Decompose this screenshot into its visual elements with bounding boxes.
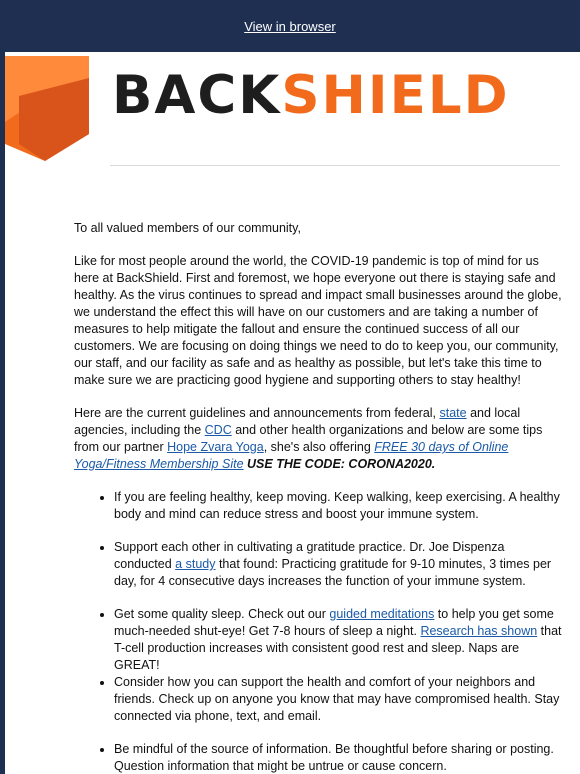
cdc-link[interactable]: CDC [204,423,232,437]
guidelines-text: , she's also offering [263,440,375,454]
research-link[interactable]: Research has shown [420,624,538,638]
hope-zvara-yoga-link[interactable]: Hope Zvara Yoga [167,440,264,454]
shield-icon [5,52,89,162]
letter-content [74,220,564,774]
brand-wordmark [112,65,510,126]
state-link[interactable]: state [439,406,467,420]
list-item-text: Support each other in cultivating a gratitude practice. Dr. Joe Dispenza conducted [114,540,505,571]
email-body [5,52,580,774]
wordmark-back: BACK [112,65,282,126]
list-item-text: Get some quality sleep. Check out our [114,607,330,621]
list-item: • Be mindful of the source of information. Be thoughtful before sharing or posting. Question information that might be untrue or cause concern. [114,741,564,774]
list-item-text: to help you get some much-needed shut-eye! Get 7-8 hours of sleep a night. [114,607,554,638]
logo[interactable] [5,52,580,164]
list-item: • If you are feeling healthy, keep moving. Keep walking, keep exercising. A healthy body and mind can reduce stress and boost your immune system. [114,489,564,523]
guidelines-text: and local agencies, including the [74,406,521,437]
free-membership-link[interactable]: FREE 30 days of Online Yoga/Fitness Membership Site [74,440,509,471]
guidelines-paragraph [74,405,564,473]
intro-paragraph: Like for most people around the world, the COVID-19 pandemic is top of mind for us here at BackShield. First and foremost, we hope everyone out there is staying safe and healthy. As the virus continues to spread and impact small businesses around the globe, we understand the effect this will have on our customers and are taking a number of measures to help mitigate the fallout and ensure the continued success of all our customers. We are focusing on doing things we need to do to keep you, our community, our staff, and our facility as safe and as healthy as possible, but let's take this time to make sure we are practicing good hygiene and supporting others to stay healthy! [74,254,562,387]
list-item: • Consider how you can support the health and comfort of your neighbors and friends. Check up on anyone you know that may have compromised health. Stay connected via phone, text, and email. [114,674,564,725]
greeting: To all valued members of our community, [74,221,301,235]
view-in-browser-link[interactable]: View in browser [244,18,336,34]
study-link[interactable]: a study [175,557,216,571]
promo-code: USE THE CODE: CORONA2020. [247,457,436,471]
guidelines-text: and other health organizations and below are some tips from our partner [74,423,543,454]
wordmark-shield: SHIELD [281,65,510,126]
list-item [114,539,564,590]
top-bar [0,0,580,52]
list-item [114,606,564,674]
guided-meditations-link[interactable]: guided meditations [329,607,435,621]
tips-list [74,489,564,774]
guidelines-text: Here are the current guidelines and announcements from federal, [74,406,440,420]
list-item-text: that T-cell production increases with consistent good rest and sleep. Naps are GREAT! [114,624,562,672]
divider [110,165,560,166]
list-item-text: that found: Practicing gratitude for 9-10 minutes, 3 times per day, for 4 consecutive days increases the function of your immune system. [114,557,552,588]
